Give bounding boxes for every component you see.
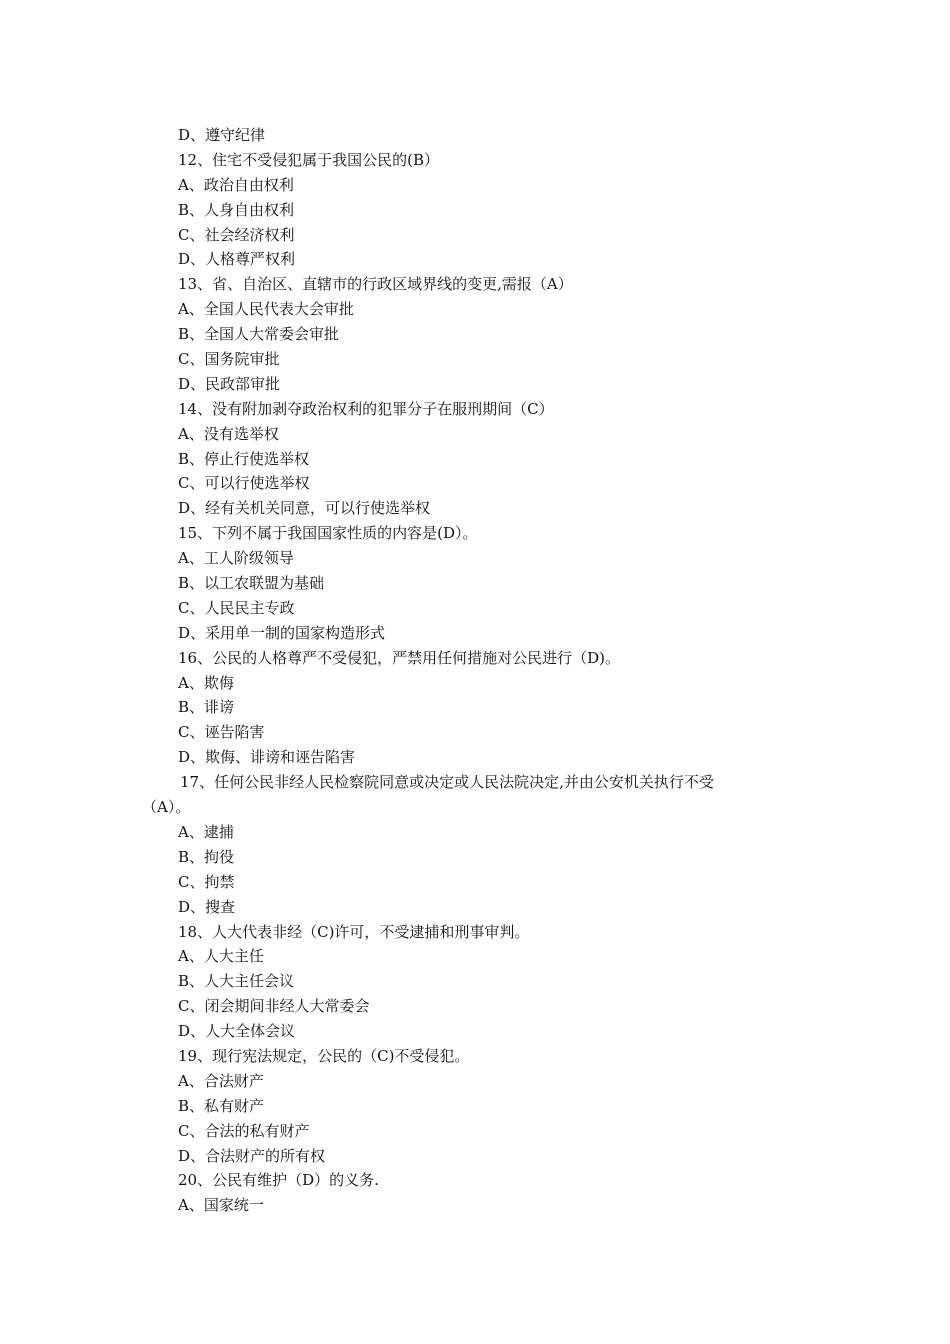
answer-option: B、人大主任会议 [178,972,295,991]
answer-option: A、人大主任 [178,947,264,966]
question-text: 12、住宅不受侵犯属于我国公民的(B） [178,150,439,169]
question-text: 18、人大代表非经（C)许可，不受逮捕和刑事审判。 [178,922,530,941]
question-text: 20、公民有维护（D）的义务. [178,1171,379,1190]
question-text: （A）。 [142,798,191,817]
answer-option: A、政治自由权利 [178,175,294,194]
question-text: 13、省、自治区、直辖市的行政区域界线的变更,需报（A） [178,275,573,294]
answer-option: D、人大全体会议 [178,1022,296,1041]
answer-option: C、国务院审批 [178,350,280,369]
answer-option: B、停止行使选举权 [178,449,310,468]
answer-option: A、没有选举权 [178,424,279,443]
answer-option: B、私有财产 [178,1096,265,1115]
answer-option: A、全国人民代表大会审批 [178,300,354,319]
answer-option: D、搜查 [178,897,236,916]
answer-option: B、全国人大常委会审批 [178,325,340,344]
answer-option: C、闭会期间非经人大常委会 [178,997,370,1016]
answer-option: C、社会经济权利 [178,225,295,244]
answer-option: A、逮捕 [178,822,234,841]
answer-option: A、工人阶级领导 [178,549,294,568]
answer-option: C、拘禁 [178,872,235,891]
answer-option: B、诽谤 [178,698,235,717]
question-text: 17、任何公民非经人民检察院同意或决定或人民法院决定,并由公安机关执行不受 [180,773,714,792]
answer-option: C、人民民主专政 [178,598,295,617]
answer-option: C、合法的私有财产 [178,1121,310,1140]
answer-option: B、以工农联盟为基础 [178,574,325,593]
answer-option: D、遵守纪律 [178,126,266,144]
question-text: 16、公民的人格尊严不受侵犯，严禁用任何措施对公民进行（D)。 [178,648,620,667]
answer-option: A、合法财产 [178,1071,264,1090]
question-text: 19、现行宪法规定，公民的（C)不受侵犯。 [178,1046,470,1065]
answer-option: D、经有关机关同意，可以行使选举权 [178,499,431,518]
answer-option: D、合法财产的所有权 [178,1146,326,1165]
answer-option: D、民政部审批 [178,374,281,393]
answer-option: D、人格尊严权利 [178,250,296,269]
answer-option: A、国家统一 [178,1196,264,1215]
answer-option: C、可以行使选举权 [178,474,310,493]
answer-option: C、诬告陷害 [178,723,265,742]
question-text: 15、下列不属于我国国家性质的内容是(D）。 [178,524,478,543]
answer-option: D、欺侮、诽谤和诬告陷害 [178,748,356,767]
question-text: 14、没有附加剥夺政治权利的犯罪分子在服刑期间（C） [178,399,554,418]
answer-option: D、采用单一制的国家构造形式 [178,623,386,642]
document-body [142,123,814,1218]
answer-option: B、人身自由权利 [178,200,295,219]
answer-option: A、欺侮 [178,673,234,692]
answer-option: B、拘役 [178,847,235,866]
